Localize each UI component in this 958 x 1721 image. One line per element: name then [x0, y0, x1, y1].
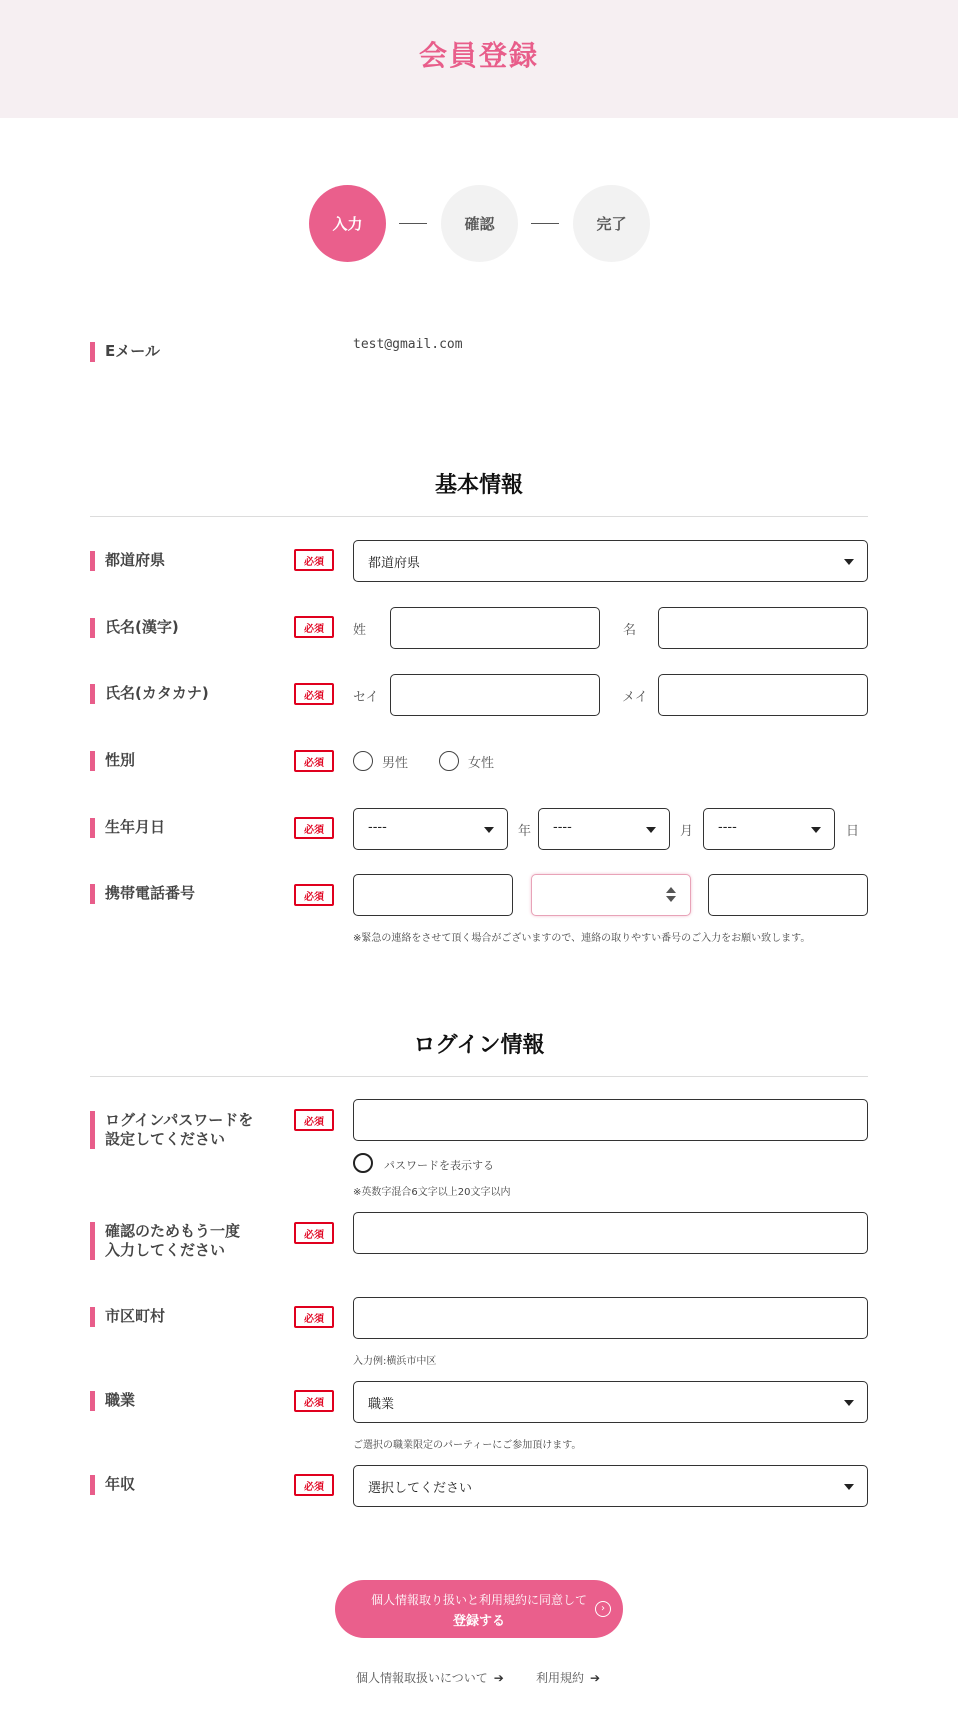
city-note: 入力例:横浜市中区 — [353, 1356, 437, 1367]
name-kana-label — [90, 684, 209, 704]
register-button-line2: 登録する — [452, 1614, 505, 1629]
required-badge: 必須 — [294, 616, 334, 638]
birth-year-select[interactable] — [353, 808, 508, 850]
progress-steps — [0, 185, 958, 263]
year-unit: 年 — [518, 824, 532, 839]
required-badge: 必須 — [294, 549, 334, 571]
label-marker — [90, 751, 95, 771]
label-marker — [90, 1307, 95, 1327]
privacy-link[interactable] — [356, 1669, 504, 1686]
prefecture-select[interactable] — [353, 540, 868, 582]
birth-day-value: ---- — [718, 820, 737, 835]
prefecture-label-text: 都道府県 — [105, 551, 166, 569]
login-info-title: ログイン情報 — [413, 1033, 545, 1058]
label-marker — [90, 551, 95, 571]
job-label — [90, 1391, 135, 1411]
job-label-text: 職業 — [105, 1391, 136, 1409]
basic-info-title: 基本情報 — [434, 473, 523, 498]
label-marker — [90, 342, 95, 362]
step-input: 入力 — [309, 185, 386, 262]
email-value: test@gmail.com — [353, 337, 463, 352]
day-unit: 日 — [846, 824, 860, 839]
phone-part1-input[interactable] — [353, 874, 513, 916]
label-marker — [90, 1391, 95, 1411]
birthday-label-text: 生年月日 — [105, 818, 166, 836]
last-name-kana-prefix: セイ — [353, 690, 379, 705]
label-marker — [90, 618, 95, 638]
required-badge: 必須 — [294, 683, 334, 705]
required-badge: 必須 — [294, 1474, 334, 1496]
chevron-down-icon — [844, 1400, 854, 1406]
step-complete: 完了 — [573, 185, 650, 262]
birthday-label — [90, 818, 165, 838]
phone-note: ※緊急の連絡をさせて頂く場合がございますので、連絡の取りやすい番号のご入力をお願い致します。 — [353, 933, 811, 944]
birth-year-value: ---- — [368, 820, 387, 835]
privacy-link-text: 個人情報取扱いについて — [356, 1671, 488, 1685]
confirm-password-input[interactable] — [353, 1212, 868, 1254]
show-password-label[interactable]: パスワードを表示する — [384, 1159, 494, 1172]
chevron-down-icon — [844, 559, 854, 565]
step-confirm: 確認 — [441, 185, 518, 262]
last-name-prefix: 姓 — [353, 623, 367, 638]
required-badge: 必須 — [294, 1390, 334, 1412]
terms-link-text: 利用規約 — [536, 1671, 585, 1685]
last-name-kana-input[interactable] — [390, 674, 600, 716]
first-name-prefix: 名 — [623, 623, 637, 638]
required-badge: 必須 — [294, 884, 334, 906]
required-badge: 必須 — [294, 1306, 334, 1328]
spinner-icon[interactable] — [666, 887, 676, 903]
prefecture-select-value: 都道府県 — [368, 556, 421, 571]
income-select-value: 選択してください — [368, 1481, 473, 1496]
chevron-down-icon — [484, 827, 494, 833]
city-input[interactable] — [353, 1297, 868, 1339]
confirm-password-label — [90, 1222, 240, 1260]
job-select[interactable] — [353, 1381, 868, 1423]
gender-label-text: 性別 — [105, 751, 136, 769]
page-title: 会員登録 — [418, 39, 539, 72]
first-name-input[interactable] — [658, 607, 868, 649]
show-password-toggle[interactable] — [353, 1153, 373, 1173]
label-marker — [90, 684, 95, 704]
label-marker — [90, 1475, 95, 1495]
birth-month-select[interactable] — [538, 808, 670, 850]
gender-label — [90, 751, 135, 771]
label-marker — [90, 1111, 95, 1149]
month-unit: 月 — [680, 824, 694, 839]
register-button-line1: 個人情報取り扱いと利用規約に同意して — [370, 1593, 587, 1607]
chevron-right-icon: › — [595, 1601, 611, 1617]
label-marker — [90, 1222, 95, 1260]
first-name-kana-input[interactable] — [658, 674, 868, 716]
name-kanji-label-text: 氏名(漢字) — [105, 618, 179, 636]
confirm-label-line2: 入力してください — [105, 1241, 226, 1259]
birth-day-select[interactable] — [703, 808, 835, 850]
arrow-right-icon: ➔ — [590, 1671, 601, 1685]
chevron-down-icon — [844, 1484, 854, 1490]
phone-label-text: 携帯電話番号 — [105, 884, 196, 902]
phone-part3-input[interactable] — [708, 874, 868, 916]
city-label — [90, 1307, 165, 1327]
job-note: ご選択の職業限定のパーティーにご参加頂けます。 — [353, 1440, 582, 1451]
divider — [90, 516, 868, 517]
required-badge: 必須 — [294, 1222, 334, 1244]
prefecture-label — [90, 551, 165, 571]
password-input[interactable] — [353, 1099, 868, 1141]
gender-female-radio[interactable] — [439, 751, 459, 771]
name-kanji-label — [90, 618, 179, 638]
chevron-down-icon — [811, 827, 821, 833]
income-label-text: 年収 — [105, 1475, 136, 1493]
label-marker — [90, 818, 95, 838]
required-badge: 必須 — [294, 817, 334, 839]
birth-month-value: ---- — [553, 820, 572, 835]
last-name-input[interactable] — [390, 607, 600, 649]
name-kana-label-text: 氏名(カタカナ) — [105, 684, 209, 702]
gender-female-label: 女性 — [468, 756, 495, 771]
chevron-down-icon — [646, 827, 656, 833]
first-name-kana-prefix: メイ — [622, 690, 648, 705]
email-label-text: Eメール — [105, 342, 160, 360]
city-label-text: 市区町村 — [105, 1307, 166, 1325]
phone-part2-input[interactable] — [531, 874, 691, 916]
gender-male-label: 男性 — [382, 756, 409, 771]
phone-label — [90, 884, 195, 904]
register-button[interactable] — [335, 1580, 623, 1638]
password-label-line1: ログインパスワードを — [105, 1111, 254, 1129]
email-label — [90, 342, 160, 362]
step-connector — [531, 223, 559, 224]
password-note: ※英数字混合6文字以上20文字以内 — [353, 1187, 511, 1198]
terms-link[interactable] — [536, 1669, 600, 1686]
page-header — [0, 0, 958, 118]
gender-male-radio[interactable] — [353, 751, 373, 771]
step-connector — [399, 223, 427, 224]
label-marker — [90, 884, 95, 904]
income-select[interactable] — [353, 1465, 868, 1507]
divider — [90, 1076, 868, 1077]
confirm-label-line1: 確認のためもう一度 — [105, 1222, 241, 1240]
password-label — [90, 1111, 253, 1149]
required-badge: 必須 — [294, 750, 334, 772]
required-badge: 必須 — [294, 1109, 334, 1131]
password-label-line2: 設定してください — [105, 1130, 226, 1148]
job-select-value: 職業 — [368, 1397, 395, 1412]
income-label — [90, 1475, 135, 1495]
arrow-right-icon: ➔ — [493, 1671, 504, 1685]
